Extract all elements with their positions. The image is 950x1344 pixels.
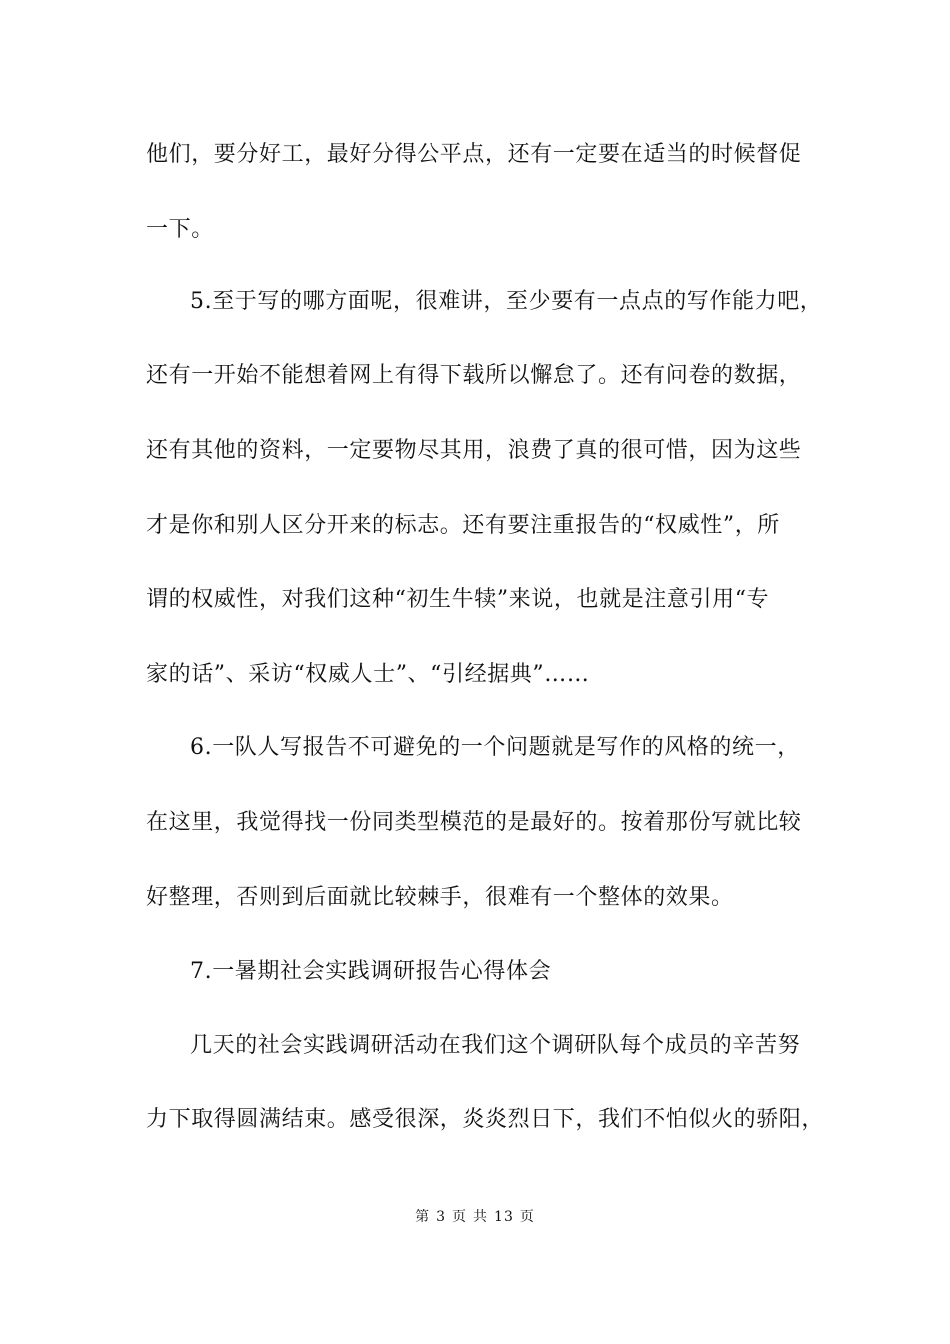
page-footer	[0, 1207, 950, 1227]
footer-label-page: 第	[415, 1209, 431, 1225]
text-line-10: 在这里，我觉得找一份同类型模范的是最好的。按着那份写就比较	[146, 810, 802, 835]
text-line-9: 6.一队人写报告不可避免的一个问题就是写作的风格的统一，	[190, 735, 800, 760]
text-line-8: 家的话”、采访“权威人士”、“引经据典”……	[146, 662, 590, 687]
text-line-1: 他们，要分好工，最好分得公平点，还有一定要在适当的时候督促	[146, 142, 802, 167]
footer-label-unit: 页	[452, 1209, 468, 1225]
text-line-2: 一下。	[146, 217, 214, 242]
text-line-12: 7.一暑期社会实践调研报告心得体会	[190, 959, 552, 984]
text-line-3: 5.至于写的哪方面呢，很难讲，至少要有一点点的写作能力吧，	[190, 289, 823, 314]
text-line-7: 谓的权威性，对我们这种“初生牛犊”来说，也就是注意引用“专	[146, 587, 770, 612]
text-line-13: 几天的社会实践调研活动在我们这个调研队每个成员的辛苦努	[190, 1033, 801, 1058]
text-line-14: 力下取得圆满结束。感受很深，炎炎烈日下，我们不怕似火的骄阳，	[146, 1107, 825, 1132]
text-line-4: 还有一开始不能想着网上有得下载所以懈怠了。还有问卷的数据，	[146, 363, 802, 388]
footer-total-pages: 13	[494, 1209, 514, 1225]
footer-label-unit-end: 页	[519, 1209, 535, 1225]
text-line-5: 还有其他的资料，一定要物尽其用，浪费了真的很可惜，因为这些	[146, 438, 802, 463]
text-line-6: 才是你和别人区分开来的标志。还有要注重报告的“权威性”，所	[146, 513, 780, 538]
footer-current-page: 3	[436, 1209, 447, 1225]
text-line-11: 好整理，否则到后面就比较棘手，很难有一个整体的效果。	[146, 885, 734, 910]
footer-label-total: 共	[473, 1209, 489, 1225]
